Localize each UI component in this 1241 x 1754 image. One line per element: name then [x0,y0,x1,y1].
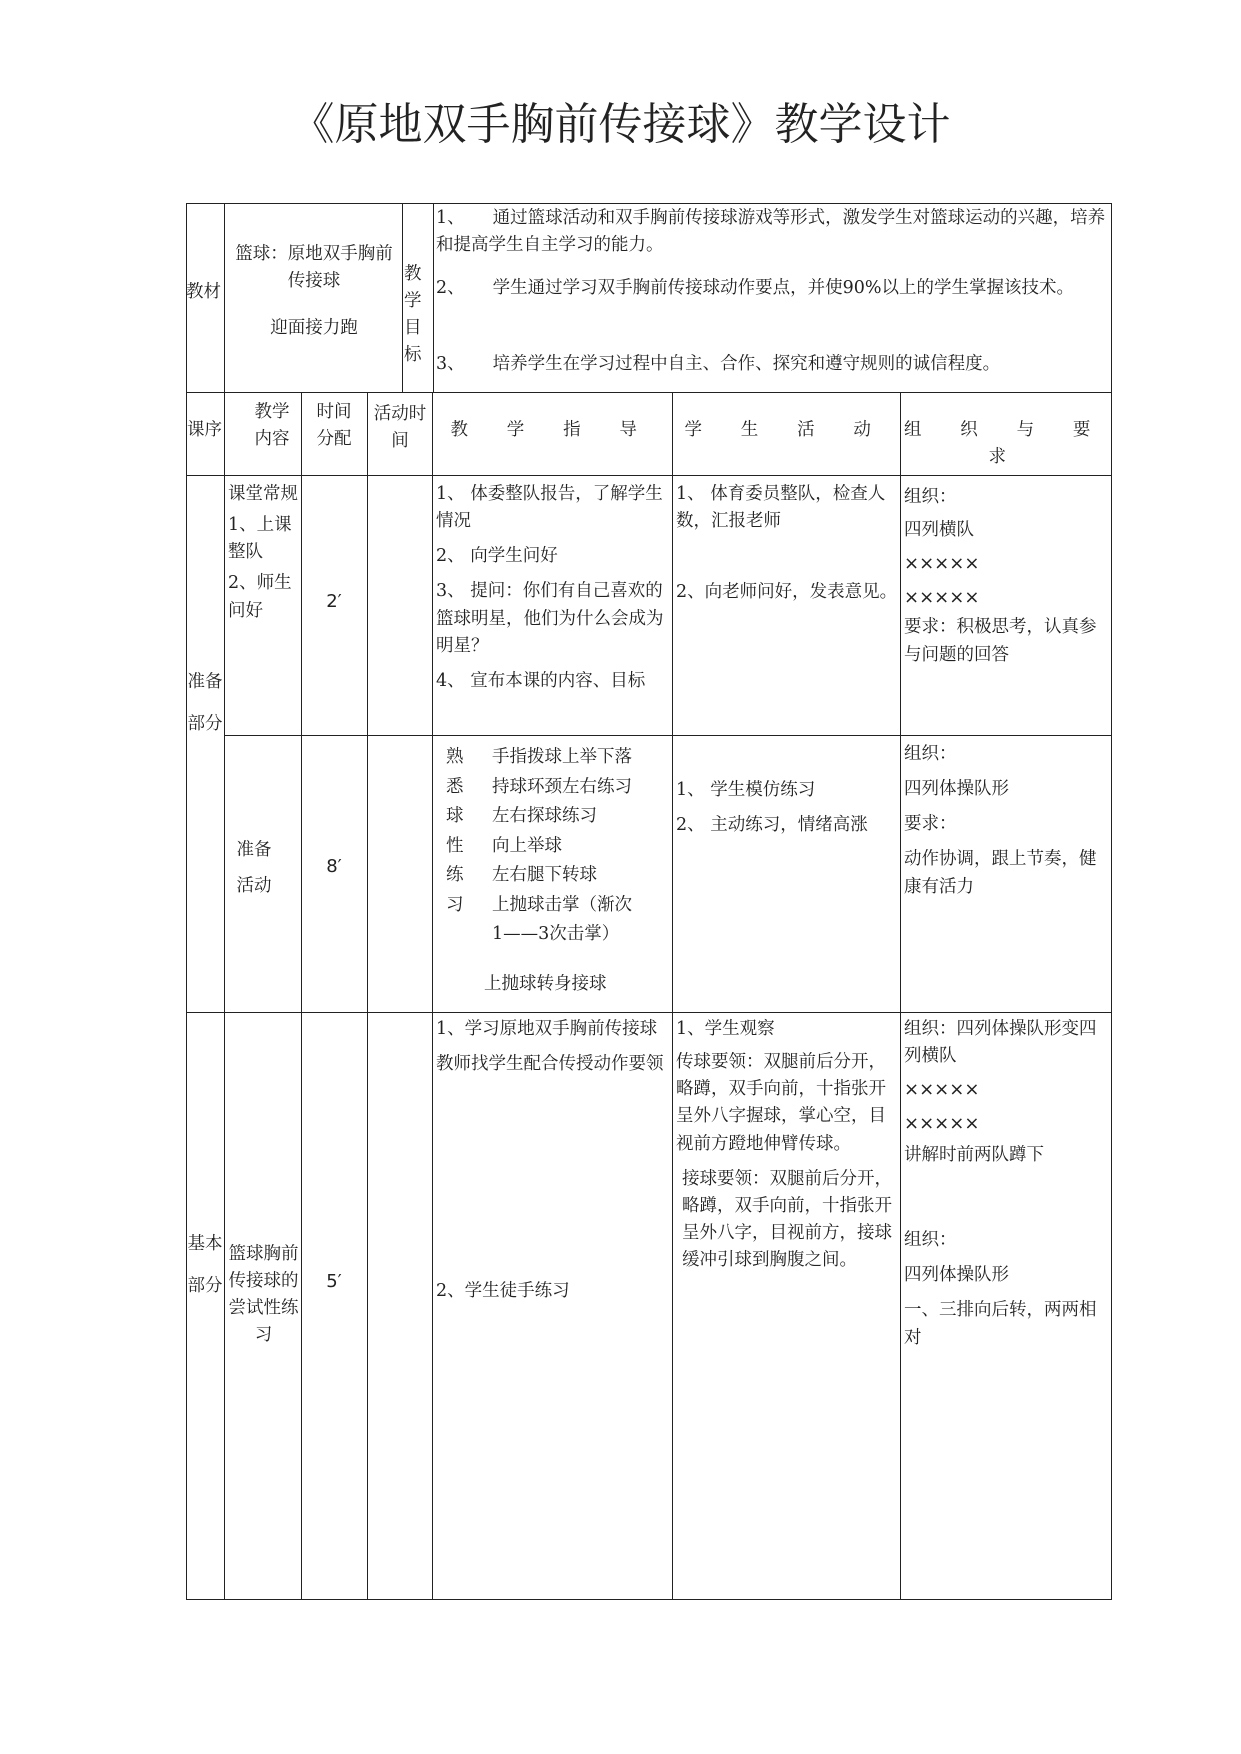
table-line [1111,203,1112,1600]
goal-item: 3、 培养学生在学习过程中自主、合作、探究和遵守规则的诚信程度。 [436,354,1001,374]
material-name: 篮球：原地双手胸前传接球 [235,244,393,292]
column-header-content: 教学内容 [254,402,290,450]
row2-guidance-side-label: 熟 悉 球 性 练 习 [446,747,464,915]
row3-student: 1、学生观察 传球要领：双腿前后分开，略蹲，双手向前，十指张开呈外八字握球，掌心空，目视前方蹬地伸臂传球。 接球要领：双腿前后分开，略蹲，双手向前，十指张开呈外八字，目视前方，接球缓冲引球到胸腹之间。 [676,1019,892,1270]
document-title: 《原地双手胸前传接球》教学设计 [290,99,951,150]
table-line [402,203,403,392]
row2-guidance-last: 上抛球转身接球 [484,974,607,994]
row1-time: 2′ [326,591,342,612]
formation-row: ××××× [904,1113,980,1135]
row1-content: 课堂常规 1、上课整队 2、师生问好 [228,484,298,621]
column-header-time: 时间分配 [316,402,352,450]
formation-row: ××××× [904,586,980,608]
table-line [432,392,433,1600]
section-label-prep: 准备部分 [187,672,223,734]
table-line [224,203,225,1600]
formation-row: ××××× [904,1079,980,1101]
column-header-sequence: 课序 [187,420,222,440]
column-header-organization: 组 织 与 要 求 [903,420,1108,468]
row3-content: 篮球胸前传接球的尝试性练习 [228,1244,299,1346]
table-line [186,392,1111,393]
table-line [186,1599,1111,1600]
table-line [186,203,187,1600]
column-header-activity-time: 活动时间 [373,404,427,452]
material-label: 教材 [186,282,221,302]
row1-organization: 组织： 四列横队 ××××× ××××× 要求：积极思考，认真参与问题的回答 [904,481,1109,669]
table-line [224,735,1111,736]
row2-content: 准备活动 [236,840,272,896]
table-line [672,392,673,1600]
goal-item: 2、 学生通过学习双手胸前传接球动作要点，并使90%以上的学生掌握该技术。 [436,278,1075,298]
row1-guidance: 1、 体委整队报告，了解学生情况 2、 向学生问好 3、 提问：你们有自己喜欢的篮球明星，他们为什么会成为明星？ 4、 宣布本课的内容、目标 [436,484,664,691]
goal-label: 教学目标 [404,264,422,366]
column-header-student: 学 生 活 动 [684,420,888,440]
row3-time: 5′ [326,1271,342,1292]
table-line [900,392,901,1600]
table-line [186,475,1111,476]
goal-item: 1、 通过篮球活动和双手胸前传接球游戏等形式，激发学生对篮球运动的兴趣，培养和提高学生自主学习的能力。 [436,208,1106,256]
material-secondary: 迎面接力跑 [270,318,358,338]
row3-guidance: 1、学习原地双手胸前传接球 教师找学生配合传授动作要领 2、学生徒手练习 [436,1019,664,1302]
row3-organization: 组织：四列体操队形变四列横队 ××××× ××××× 讲解时前两队蹲下 组织： 四列体操队形 一、三排向后转，两两相对 [904,1016,1109,1352]
table-line [186,203,1111,204]
row2-student: 1、 学生模仿练习 2、 主动练习，情绪高涨 [676,780,868,836]
row2-time: 8′ [326,856,342,877]
section-label-basic: 基本部分 [187,1234,223,1296]
formation-row: ××××× [904,552,980,574]
column-header-guidance: 教 学 指 导 [450,420,654,440]
table-line [186,1012,1111,1013]
table-line [301,392,302,1600]
row1-student: 1、 体育委员整队，检查人数，汇报老师 2、向老师问好，发表意见。 [676,484,898,603]
row2-guidance-items: 手指拨球上举下落 持球环颈左右练习 左右探球练习 向上举球 左右腿下转球 上抛球击掌（渐次 1——3次击掌） [492,747,632,944]
table-line [367,392,368,1600]
lesson-plan-table [186,203,1111,1600]
row2-organization: 组织： 四列体操队形 要求： 动作协调，跟上节奏，健康有活力 [904,744,1097,897]
